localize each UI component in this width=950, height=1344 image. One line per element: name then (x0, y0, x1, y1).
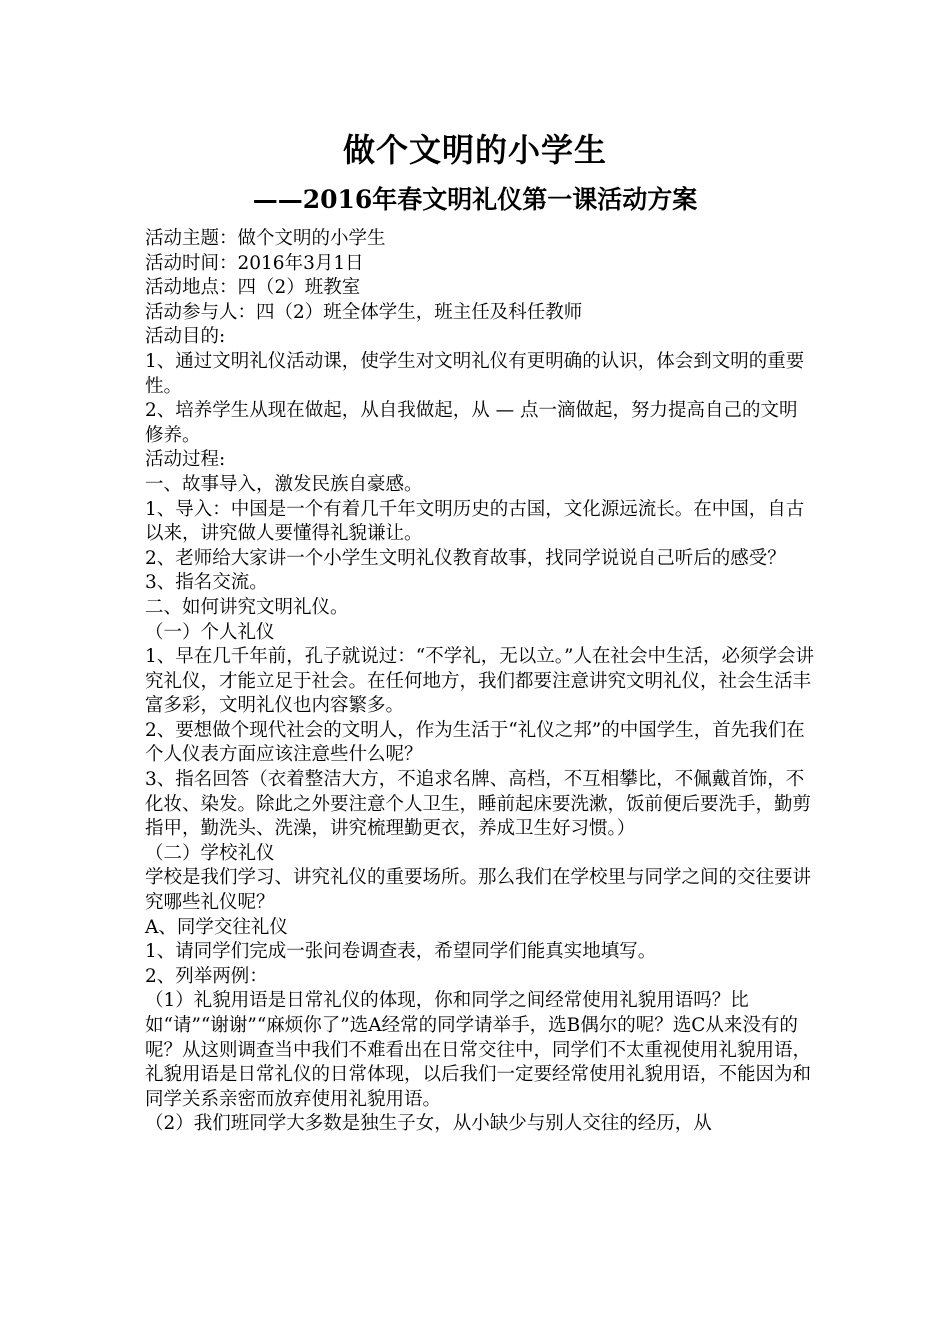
paragraph-section-2-heading: 二、如何讲究文明礼仪。 (145, 596, 349, 618)
paragraph-personal-etiquette-heading: （一）个人礼仪 (145, 621, 275, 643)
paragraph-school-intro: 学校是我们学习、讲究礼仪的重要场所。那么我们在学校里与同学之间的交往要讲究哪些礼仪呢？ (145, 867, 812, 914)
paragraph-purpose-2: 2、培养学生从现在做起，从自我做起，从 — 点一滴做起，努力提高自己的文明修养。 (145, 400, 798, 446)
paragraph-example-2: （2）我们班同学大多数是独生子女，从小缺少与别人交往的经历，从 (145, 1113, 712, 1135)
paragraph-school-etiquette-heading: （二）学校礼仪 (145, 842, 275, 864)
paragraph-section-1-item-3: 3、指名交流。 (145, 572, 268, 594)
paragraph-classmate-item-2: 2、列举两例： (145, 965, 268, 987)
paragraph-purpose-1: 1、通过文明礼仪活动课，使学生对文明礼仪有更明确的认识，体会到文明的重要性。 (145, 350, 805, 397)
document-title: 做个文明的小学生 (342, 131, 607, 169)
paragraph-section-1-item-1: 1、导入：中国是一个有着几千年文明历史的古国，文化源远流长。在中国，自古以来，讲究做人要懂得礼貌谦让。 (145, 498, 805, 545)
paragraph-personal-item-2: 2、要想做个现代社会的文明人，作为生活于“礼仪之邦”的中国学生，首先我们在个人仪表方面应该注意些什么呢？ (145, 719, 805, 766)
paragraph-purpose-heading: 活动目的: (145, 326, 226, 348)
paragraph-example-1: （1）礼貌用语是日常礼仪的体现，你和同学之间经常使用礼貌用语吗？比如“请”“谢谢”“麻烦你了”选A经常的同学请举手，选B偶尔的呢？选C从来没有的呢？从这则调查当中我们不难看出在日常交往中，同学们不太重视使用礼貌用语，礼貌用语是日常礼仪的日常体现，以后我们一定要经常使用礼貌用语，不能因为和同学关系亲密而放弃使用礼貌用语。 (145, 990, 812, 1110)
paragraph-activity-theme: 活动主题：做个文明的小学生 (145, 228, 386, 249)
paragraph-personal-item-3: 3、指名回答（衣着整洁大方，不追求名牌、高档，不互相攀比，不佩戴首饰，不化妆、染发。除此之外要注意个人卫生，睡前起床要洗漱，饭前便后要洗手，勤剪指甲，勤洗头、洗澡，讲究梳理勤更衣，养成卫生好习惯。） (145, 769, 812, 840)
paragraph-process-heading: 活动过程: (145, 449, 226, 471)
paragraph-section-1-heading: 一、故事导入，激发民族自豪感。 (145, 473, 423, 495)
paragraph-activity-location: 活动地点：四（2）班教室 (145, 277, 361, 299)
document-subtitle: ——2016年春文明礼仪第一课活动方案 (252, 185, 698, 214)
paragraph-personal-item-1: 1、早在几千年前，孔子就说过：“不学礼，无以立。”人在社会中生活，必须学会讲究礼仪，才能立足于社会。在任何地方，我们都要注意讲究文明礼仪，社会生活丰富多彩，文明礼仪也内容繁多。 (145, 646, 814, 717)
paragraph-activity-time: 活动时间：2016年3月1日 (145, 252, 364, 274)
paragraph-participants: 活动参与人：四（2）班全体学生，班主任及科任教师 (145, 301, 583, 323)
paragraph-section-1-item-2: 2、老师给大家讲一个小学生文明礼仪教育故事，找同学说说自己听后的感受？ (145, 547, 786, 569)
document-body (145, 227, 815, 1137)
paragraph-classmate-etiquette-heading: A、同学交往礼仪 (145, 916, 288, 938)
paragraph-classmate-item-1: 1、请同学们完成一张问卷调查表，希望同学们能真实地填写。 (145, 941, 657, 963)
